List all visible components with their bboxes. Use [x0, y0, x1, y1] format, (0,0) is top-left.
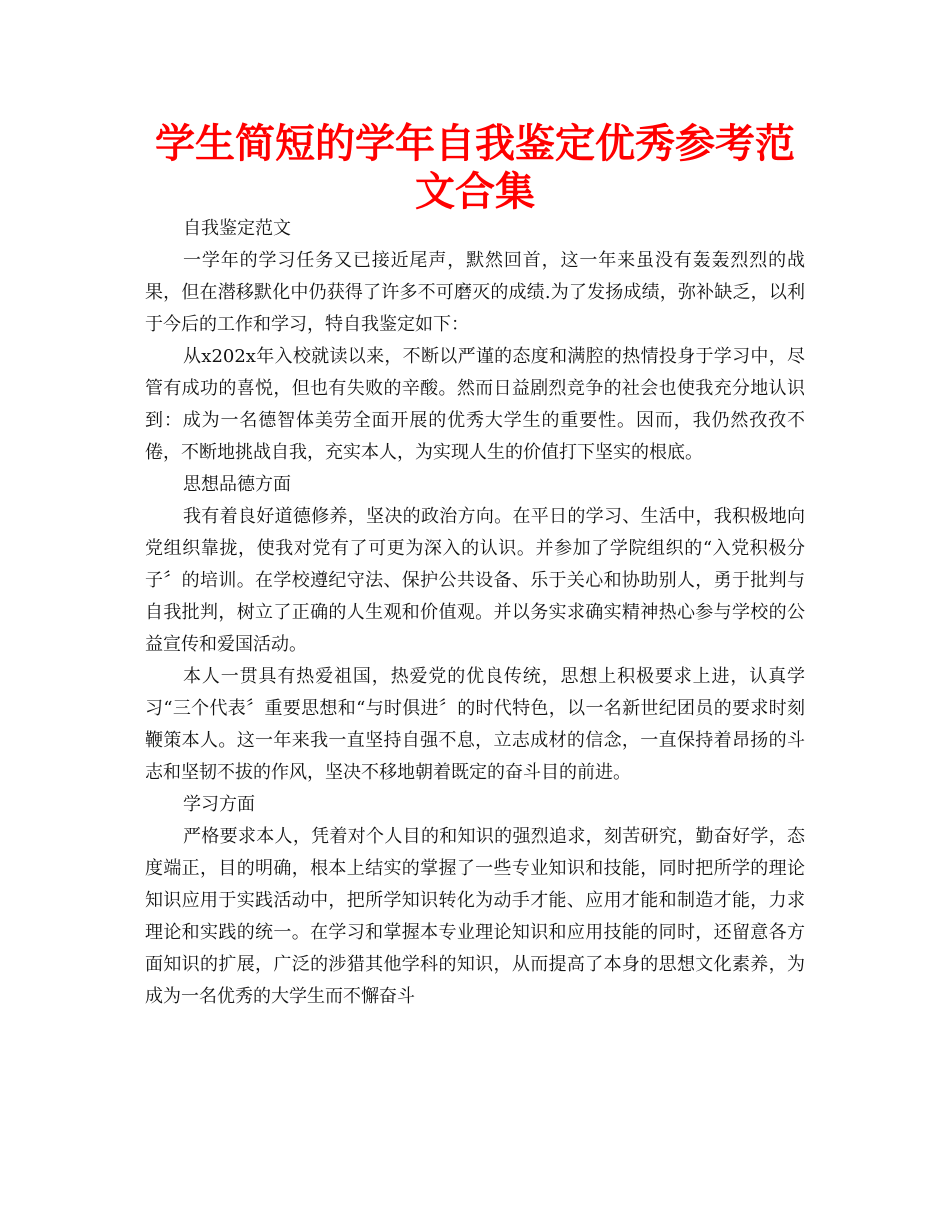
section-heading-ideology: 思想品德方面 — [183, 474, 291, 495]
paragraph-study: 严格要求本人，凭着对个人目的和知识的强烈追求，刻苦研究，勤奋好学，态度端正，目的明确，根本上结实的掌握了一些专业知识和技能，同时把所学的理论知识应用于实践活动中，把所学知识转化为动手才能、应用才能和制造才能，力求理论和实践的统一。在学习和掌握本专业理论知识和应用技能的同时，还留意各方面知识的扩展，广泛的涉猎其他学科的知识，从而提高了本身的思想文化素养，为成为一名优秀的大学生而不懈奋斗 — [145, 826, 805, 1007]
paragraph-intro: 一学年的学习任务又已接近尾声，默然回首，这一年来虽没有轰轰烈烈的战果，但在潜移默化中仍获得了许多不可磨灭的成绩.为了发扬成绩，弥补缺乏，以利于今后的工作和学习，特自我鉴定如下： — [145, 250, 805, 335]
document-title: 学生简短的学年自我鉴定优秀参考范文合集 — [155, 121, 795, 215]
paragraph-ideology: 我有着良好道德修养，坚决的政治方向。在平日的学习、生活中，我积极地向党组织靠拢，使我对党有了可更为深入的认识。并参加了学院组织的“入党积极分子〞的培训。在学校遵纪守法、保护公共设备、乐于关心和协助别人，勇于批判与自我批判，树立了正确的人生观和价值观。并以务实求确实精神热心参与学校的公益宣传和爱国活动。 — [145, 506, 805, 655]
paragraph-patriotism: 本人一贯具有热爱祖国，热爱党的优良传统，思想上积极要求上进，认真学习“三个代表〞重要思想和“与时俱进〞的时代特色，以一名新世纪团员的要求时刻鞭策本人。这一年来我一直坚持自强不息，立志成材的信念，一直保持着昂扬的斗志和坚韧不拔的作风，坚决不移地朝着既定的奋斗目的前进。 — [145, 666, 805, 783]
document-body — [145, 213, 805, 1013]
section-heading-study: 学习方面 — [183, 794, 255, 815]
paragraph-enrollment: 从x202x年入校就读以来，不断以严谨的态度和满腔的热情投身于学习中，尽管有成功的喜悦，但也有失败的辛酸。然而日益剧烈竞争的社会也使我充分地认识到：成为一名德智体美劳全面开展的优秀大学生的重要性。因而，我仍然孜孜不倦，不断地挑战自我，充实本人，为实现人生的价值打下坚实的根底。 — [145, 346, 805, 463]
section-heading-self-assessment: 自我鉴定范文 — [183, 218, 291, 239]
